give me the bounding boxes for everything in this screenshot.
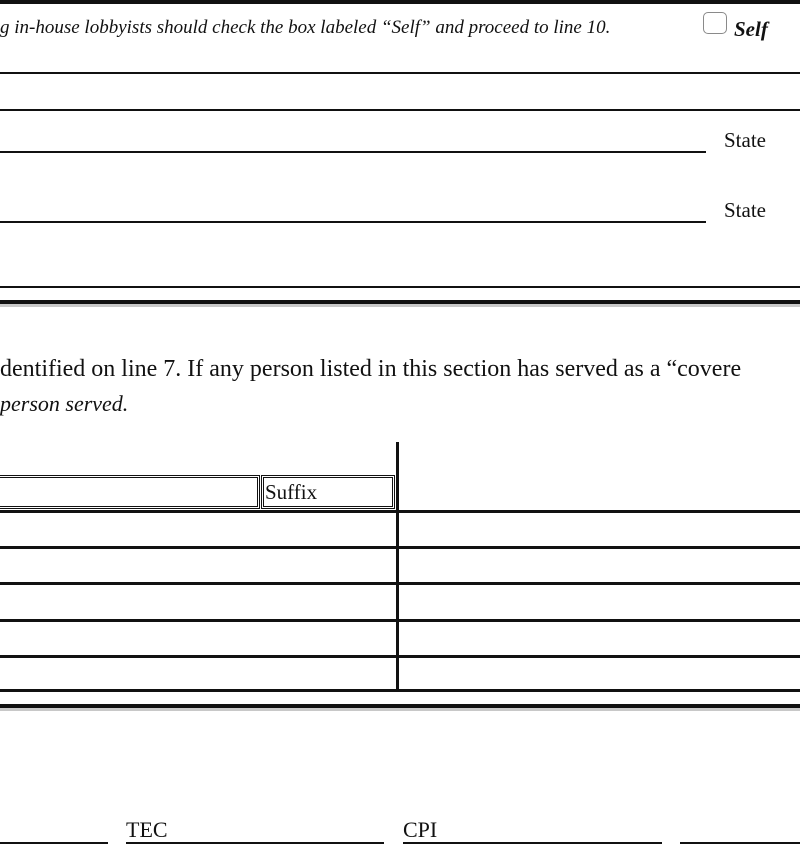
table-row[interactable] <box>0 546 800 549</box>
footer-input-line[interactable] <box>680 842 800 844</box>
self-checkbox[interactable] <box>703 12 727 34</box>
state-label-1: State <box>724 128 766 152</box>
self-instruction-text: g in-house lobbyists should check the box labeled “Self” and proceed to line 10. <box>0 17 611 38</box>
section-instruction-text: dentified on line 7. If any person listed in this section has served as a “covere <box>0 356 742 382</box>
table-row[interactable] <box>0 655 800 658</box>
section-instruction-text-tail: person served. <box>0 391 129 416</box>
top-border <box>0 0 800 4</box>
state-label-2: State <box>724 198 766 222</box>
table-row[interactable] <box>0 510 800 513</box>
tec-input-line[interactable] <box>126 842 384 844</box>
footer-input-line[interactable] <box>0 842 108 844</box>
tec-label: TEC <box>126 817 168 842</box>
form-line <box>0 109 800 111</box>
form-line <box>0 286 800 288</box>
table-row[interactable] <box>0 689 800 692</box>
form-line <box>0 72 800 74</box>
person-name-input[interactable] <box>0 477 258 507</box>
cpi-label: CPI <box>403 817 438 842</box>
person-suffix-input[interactable]: Suffix <box>263 477 393 507</box>
table-row[interactable] <box>0 582 800 585</box>
section-divider-shadow <box>0 708 800 711</box>
address-input-line-2[interactable] <box>0 221 706 223</box>
self-checkbox-label: Self <box>734 17 768 41</box>
table-row[interactable] <box>0 619 800 622</box>
cpi-input-line[interactable] <box>403 842 662 844</box>
section-divider-shadow <box>0 304 800 307</box>
address-input-line-1[interactable] <box>0 151 706 153</box>
